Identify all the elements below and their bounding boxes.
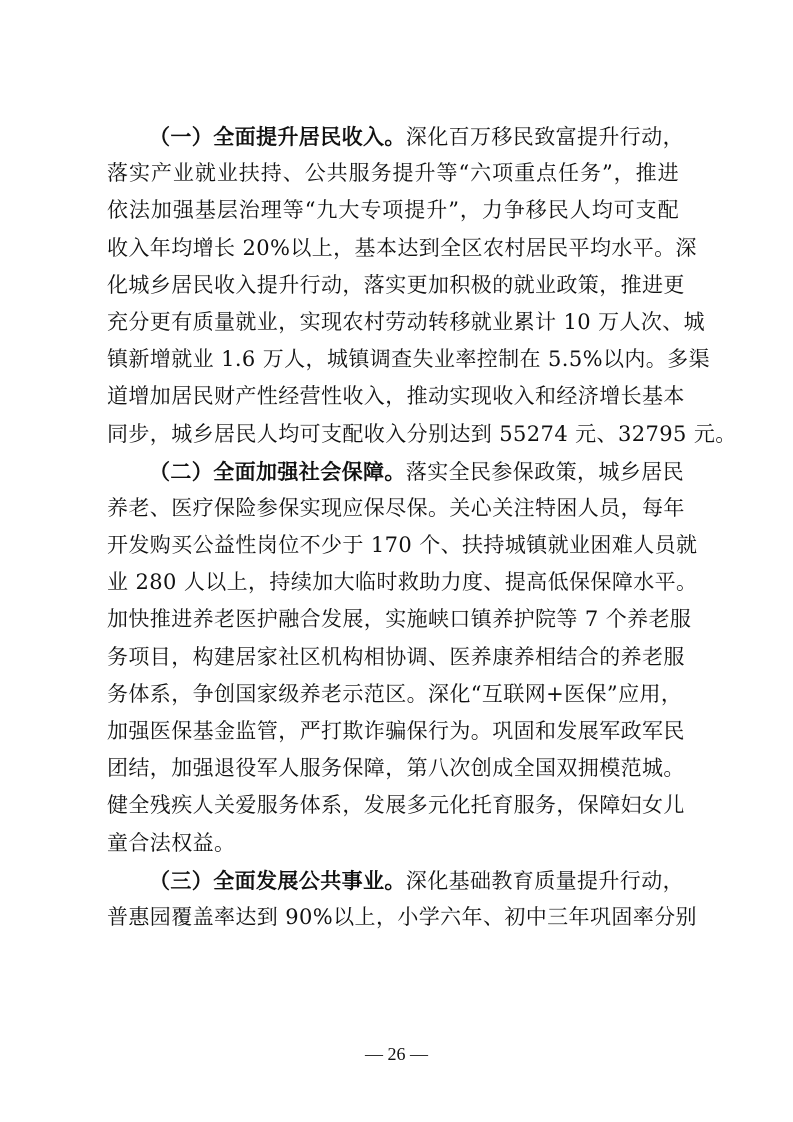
line-text: 加强医保基金监管，严打欺诈骗保行为。巩固和发展军政军民	[107, 719, 685, 743]
section-heading: （一）全面提升居民收入。	[149, 124, 406, 149]
text-line	[107, 118, 685, 155]
text-line	[107, 601, 692, 638]
line-text: 普惠园覆盖率达到 90%以上，小学六年、初中三年巩固率分别	[107, 904, 697, 929]
page-number: — 26 —	[365, 1044, 428, 1064]
text-line	[107, 490, 685, 527]
text-line	[107, 527, 698, 564]
text-line	[107, 750, 685, 787]
text-line	[107, 230, 697, 267]
line-text: 开发购买公益性岗位不少于 170 个、扶持城镇就业困难人员就	[107, 533, 698, 558]
line-text: 务项目，构建居家社区机构相协调、医养康养相结合的养老服	[107, 644, 685, 669]
line-text: 健全残疾人关爱服务体系，发展多元化托育服务，保障妇女儿	[107, 793, 685, 818]
line-text: 落实产业就业扶持、公共服务提升等“六项重点任务”，推进	[107, 161, 679, 186]
text-line	[107, 676, 683, 713]
text-line	[107, 713, 685, 750]
line-text: 同步，城乡居民人均可支配收入分别达到 55274 元、32795 元。	[107, 421, 737, 446]
text-line	[107, 378, 685, 415]
line-text: 镇新增就业 1.6 万人，城镇调查失业率控制在 5.5%以内。多渠	[107, 347, 710, 372]
text-line	[107, 267, 685, 304]
document-body	[107, 118, 737, 936]
line-text: 深化百万移民致富提升行动，	[405, 125, 685, 149]
text-line	[107, 564, 698, 601]
text-line	[107, 825, 679, 862]
text-line	[107, 899, 697, 936]
line-text: 童合法权益。	[107, 830, 236, 855]
text-line	[107, 341, 710, 378]
line-text: 收入年均增长 20%以上，基本达到全区农村居民平均水平。深	[107, 235, 697, 260]
line-text: 团结，加强退役军人服务保障，第八次创成全国双拥模范城。	[107, 756, 685, 781]
text-line	[107, 304, 706, 341]
line-text: 业 280 人以上，持续加大临时救助力度、提高低保保障水平。	[107, 570, 698, 595]
line-text: 化城乡居民收入提升行动，落实更加积极的就业政策，推进更	[107, 272, 685, 297]
text-line	[107, 192, 679, 229]
text-line	[107, 416, 737, 453]
line-text: 落实全民参保政策，城乡居民	[405, 459, 685, 484]
line-text: 养老、医疗保险参保实现应保尽保。关心关注特困人员，每年	[107, 495, 685, 520]
line-text: 充分更有质量就业，实现农村劳动转移就业累计 10 万人次、城	[107, 309, 706, 334]
line-text: 道增加居民财产性经营性收入，推动实现收入和经济增长基本	[107, 384, 685, 409]
text-line	[107, 155, 679, 192]
line-text: 务体系，争创国家级养老示范区。深化“互联网+医保”应用，	[107, 681, 683, 706]
text-line	[107, 787, 685, 824]
text-line	[107, 453, 685, 490]
text-line	[107, 639, 685, 676]
line-text: 加快推进养老医护融合发展，实施峡口镇养护院等 7 个养老服	[107, 607, 692, 632]
section-heading: （三）全面发展公共事业。	[149, 867, 406, 893]
line-text: 依法加强基层治理等“九大专项提升”，力争移民人均可支配	[107, 198, 679, 223]
section-heading: （二）全面加强社会保障。	[149, 458, 406, 484]
line-text: 深化基础教育质量提升行动，	[405, 868, 685, 893]
text-line	[107, 862, 685, 899]
